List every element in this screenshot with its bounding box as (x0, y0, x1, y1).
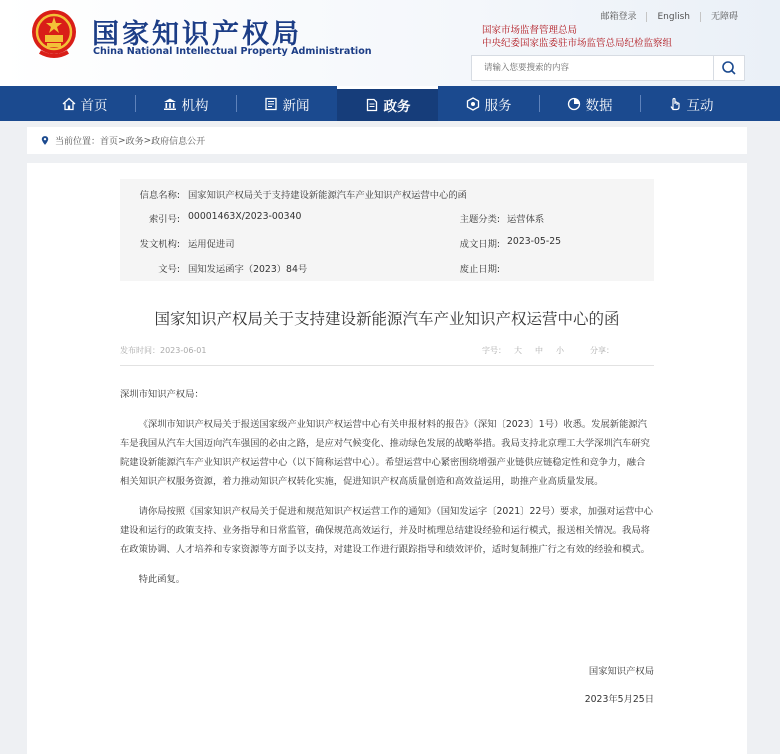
info-label-issuer: 发文机构: (139, 239, 180, 250)
site-header (0, 0, 780, 86)
search-icon (714, 56, 744, 80)
closing: 特此函复。 (138, 574, 186, 585)
info-value-issuer: 运用促进司 (188, 239, 235, 250)
font-size-label: 字号： (482, 346, 506, 355)
site-name-en: China National Intellectual Property Administration (93, 46, 372, 57)
nav-item-data[interactable] (539, 86, 640, 121)
font-size-medium-button[interactable]: 中 (535, 346, 543, 355)
nav-item-home[interactable] (34, 86, 135, 121)
affiliations (482, 24, 672, 50)
info-value-date: 2023-05-25 (507, 236, 562, 247)
breadcrumb-disclosure-link[interactable]: 政府信息公开 (151, 137, 206, 147)
info-label-repeal: 废止日期: (459, 264, 500, 275)
location-pin-icon (41, 135, 49, 146)
nav-item-organization[interactable] (135, 86, 236, 121)
search-box (471, 55, 745, 81)
breadcrumb-separator: > (118, 135, 126, 146)
nav-label-organization: 机构 (181, 97, 209, 114)
font-size-large-button[interactable]: 大 (514, 346, 522, 355)
nav-label-news: 新闻 (282, 97, 310, 114)
salutation: 深圳市知识产权局： (120, 389, 204, 400)
mail-login-link[interactable]: 邮箱登录 (600, 12, 637, 22)
info-value-index: 00001463X/2023-00340 (188, 211, 302, 222)
document-body (120, 385, 654, 589)
site-name-cn: 国家知识产权局 (92, 19, 302, 50)
nav-label-government-affairs: 政务 (383, 99, 411, 115)
share-label: 分享： (590, 346, 614, 355)
nav-label-home: 首页 (80, 97, 108, 114)
top-links (590, 9, 748, 22)
nav-label-interaction: 互动 (686, 97, 714, 114)
breadcrumb-home-link[interactable]: 首页 (100, 137, 119, 147)
body-paragraph-1: 《深圳市知识产权局关于报送国家级产业知识产权运营中心有关申报材料的报告》（深知〔2023〕1号）收悉。发展新能源汽车是我国从汽车大国迈向汽车强国的必由之路，是应对气候变化、推动绿色发展的战略举措。我局支持北京理工大学深圳汽车研究院建设新能源汽车产业知识产权运营中心（以下简称运营中心）。希望运营中心紧密围绕增强产业链供应链稳定性和竞争力，融合相关知识产权服务资源，着力推动知识产权转化实施，促进知识产权高质量创造和高效益运用，助推产业高质量发展。 (120, 419, 650, 487)
info-label-name: 信息名称: (139, 190, 180, 201)
nav-item-government-affairs[interactable] (337, 86, 438, 121)
document-icon (365, 98, 379, 112)
meta-divider (120, 365, 654, 366)
info-label-date: 成文日期: (459, 239, 500, 250)
service-icon (466, 97, 480, 111)
building-icon (163, 97, 177, 111)
font-size-small-button[interactable]: 小 (556, 346, 564, 355)
info-label-category: 主题分类: (459, 214, 500, 225)
chart-icon (567, 97, 581, 111)
nav-label-services: 服务 (484, 97, 512, 114)
info-value-name: 国家知识产权局关于支持建设新能源汽车产业知识产权运营中心的函 (188, 190, 467, 201)
search-input[interactable] (472, 56, 724, 80)
publish-date: 发布时间：2023-06-01 (120, 346, 207, 355)
content-panel (27, 163, 747, 754)
info-value-category: 运营体系 (507, 214, 545, 225)
document-title: 国家知识产权局关于支持建设新能源汽车产业知识产权运营中心的函 (154, 310, 620, 328)
info-label-number: 文号: (158, 264, 180, 275)
breadcrumb-separator: > (143, 135, 152, 146)
nav-item-interaction[interactable] (640, 86, 741, 121)
affiliation-discipline-link[interactable]: 中央纪委国家监委驻市场监管总局纪检监察组 (482, 38, 673, 49)
nav-label-data: 数据 (585, 97, 613, 114)
breadcrumb-affairs-link[interactable]: 政务 (125, 137, 144, 147)
document-info-table (120, 179, 654, 281)
news-icon (264, 97, 278, 111)
nav-item-services[interactable] (438, 86, 539, 121)
nav-item-news[interactable] (236, 86, 337, 121)
info-label-index: 索引号: (148, 214, 180, 225)
main-nav (0, 86, 780, 121)
hand-icon (668, 97, 682, 111)
national-emblem-icon (30, 8, 78, 60)
english-link[interactable]: English (646, 12, 700, 22)
document-meta (120, 345, 654, 359)
body-paragraph-2: 请你局按照《国家知识产权局关于促进和规范知识产权运营工作的通知》（国知发运字〔2021〕22号）要求，加强对运营中心建设和运行的政策支持、业务指导和日常监管，确保规范高效运行，并及时梳理总结建设经验和运行模式，报送相关情况。我局将在政策协调、人才培养和专家资源等方面予以支持，对建设工作进行跟踪指导和绩效评价，适时复制推广行之有效的经验和模式。 (120, 506, 653, 555)
sign-date: 2023年5月25日 (584, 694, 654, 705)
info-value-number: 国知发运函字（2023）84号 (188, 264, 308, 275)
breadcrumb-prefix: 当前位置： (55, 137, 101, 147)
home-icon (62, 97, 76, 111)
accessibility-link[interactable]: 无障碍 (700, 12, 748, 22)
search-button[interactable] (713, 56, 744, 80)
affiliation-samr-link[interactable]: 国家市场监督管理总局 (482, 25, 578, 36)
breadcrumb (27, 127, 747, 154)
signature: 国家知识产权局 (588, 666, 654, 677)
